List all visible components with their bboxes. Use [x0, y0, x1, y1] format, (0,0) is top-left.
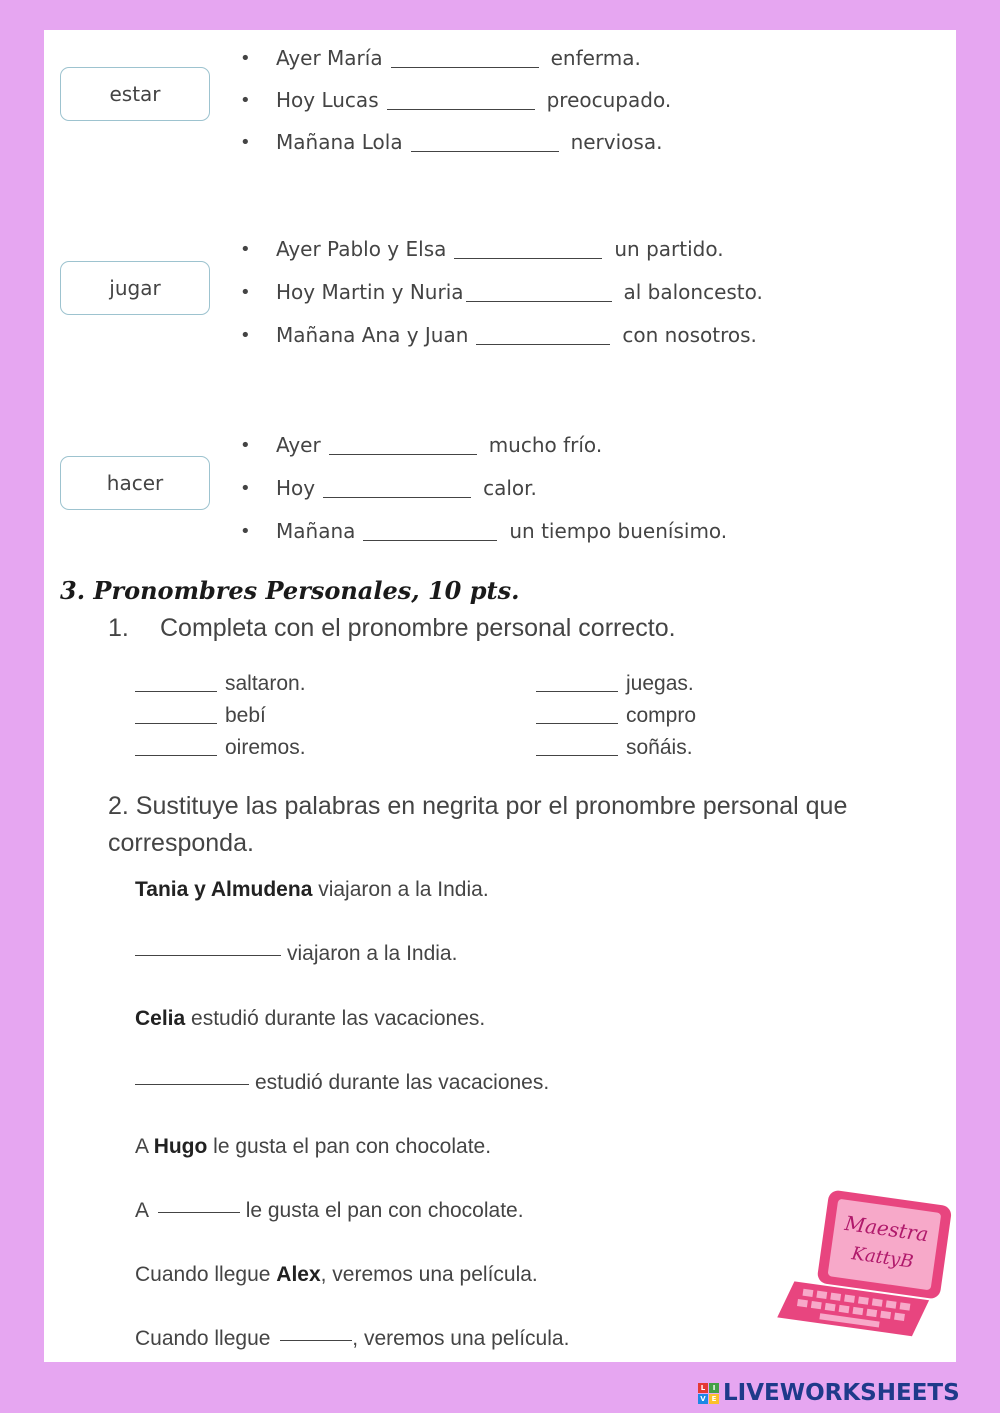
verb-form: bebí	[225, 704, 266, 727]
answer-blank[interactable]	[135, 954, 281, 956]
answer-blank[interactable]	[466, 283, 612, 302]
logo-text-line1: Maestra	[843, 1210, 930, 1247]
section-title: 3. Pronombres Personales, 10 pts.	[60, 576, 520, 605]
sentence-start: Hoy Martin y Nuria	[276, 280, 464, 304]
answer-blank[interactable]	[387, 91, 535, 110]
watermark-text: LIVEWORKSHEETS	[723, 1380, 960, 1406]
verb-form: soñáis.	[626, 736, 693, 759]
sentence-rest: estudió durante las vacaciones.	[185, 1007, 486, 1030]
answer-blank[interactable]	[323, 479, 471, 498]
liveworksheets-icon	[698, 1383, 719, 1404]
pronoun-item	[135, 696, 266, 728]
pronoun-item	[135, 664, 306, 696]
sentence-start: Ayer Pablo y Elsa	[276, 237, 447, 261]
bullet: •	[240, 238, 251, 260]
lw-icon-letter: I	[709, 1383, 719, 1393]
pronoun-item	[135, 728, 306, 760]
answer-blank[interactable]	[329, 436, 477, 455]
sentence-line	[240, 425, 602, 465]
lw-icon-letter: E	[709, 1394, 719, 1404]
bullet: •	[240, 47, 251, 69]
verb-box-hacer	[60, 456, 210, 510]
sentence-rest: viajaron a la India.	[287, 942, 458, 965]
sentence-rest: estudió durante las vacaciones.	[255, 1071, 550, 1094]
pronoun-item	[536, 728, 693, 760]
answer-blank[interactable]	[476, 326, 610, 345]
lw-icon-letter: L	[698, 1383, 708, 1393]
bold-words: Alex	[276, 1263, 321, 1286]
sentence-start: Cuando llegue	[135, 1327, 277, 1350]
bullet: •	[240, 281, 251, 303]
answer-blank[interactable]	[454, 240, 602, 259]
verb-label: hacer	[106, 471, 164, 495]
exercise-1-instruction	[108, 614, 676, 643]
sentence-end: un tiempo buenísimo.	[509, 519, 728, 543]
lw-icon-letter: V	[698, 1394, 708, 1404]
sentence-start: Hoy	[276, 476, 316, 500]
answer-blank[interactable]	[158, 1211, 240, 1213]
bullet: •	[240, 131, 251, 153]
bold-words: Celia	[135, 1007, 186, 1030]
sentence-end: nerviosa.	[570, 130, 663, 154]
sentence-start: Mañana	[276, 519, 356, 543]
bullet: •	[240, 520, 251, 542]
bullet: •	[240, 477, 251, 499]
sentence-line	[240, 80, 671, 120]
bullet: •	[240, 434, 251, 456]
original-sentence	[135, 1007, 485, 1031]
verb-label: estar	[109, 82, 161, 106]
sentence-line	[240, 272, 763, 312]
bullet: •	[240, 324, 251, 346]
worksheet-page	[44, 30, 956, 1362]
sentence-start: Cuando llegue	[135, 1263, 277, 1286]
bullet: •	[240, 89, 251, 111]
sentence-line	[240, 511, 727, 551]
answer-blank[interactable]	[135, 722, 217, 724]
sentence-start: Mañana Ana y Juan	[276, 323, 469, 347]
answer-blank[interactable]	[280, 1339, 352, 1341]
sentence-start: Ayer	[276, 433, 321, 457]
original-sentence	[135, 1263, 538, 1287]
sentence-rest: le gusta el pan con chocolate.	[207, 1135, 492, 1158]
rewrite-sentence	[135, 1199, 524, 1223]
rewrite-sentence	[135, 1071, 549, 1095]
sentence-end: mucho frío.	[488, 433, 603, 457]
verb-form: oiremos.	[225, 736, 306, 759]
sentence-end: con nosotros.	[622, 323, 757, 347]
pronoun-item	[536, 696, 696, 728]
sentence-end: al baloncesto.	[623, 280, 763, 304]
logo-text-line2: KattyB	[850, 1243, 915, 1273]
rewrite-sentence	[135, 1327, 569, 1351]
bold-words: Hugo	[153, 1135, 208, 1158]
original-sentence	[135, 1135, 491, 1159]
sentence-line	[240, 38, 641, 78]
answer-blank[interactable]	[135, 754, 217, 756]
sentence-end: un partido.	[614, 237, 724, 261]
sentence-line	[240, 468, 537, 508]
sentence-end: enferma.	[550, 46, 641, 70]
exercise-2-instruction: 2. Sustituye las palabras en negrita por el pronombre personal que corresponda.	[108, 792, 848, 857]
answer-blank[interactable]	[411, 133, 559, 152]
answer-blank[interactable]	[536, 722, 618, 724]
sentence-start: A	[135, 1199, 154, 1222]
verb-box-jugar	[60, 261, 210, 315]
original-sentence	[135, 878, 489, 902]
sentence-line	[240, 122, 662, 162]
pronoun-item	[536, 664, 694, 696]
sentence-rest: le gusta el pan con chocolate.	[245, 1199, 524, 1222]
rewrite-sentence	[135, 942, 457, 966]
bold-words: Tania y Almudena	[135, 878, 313, 901]
sentence-line	[240, 229, 724, 269]
answer-blank[interactable]	[135, 1083, 249, 1085]
sentence-line	[240, 315, 757, 355]
verb-box-estar	[60, 67, 210, 121]
answer-blank[interactable]	[135, 690, 217, 692]
answer-blank[interactable]	[536, 690, 618, 692]
sentence-end: preocupado.	[546, 88, 672, 112]
sentence-start: Ayer María	[276, 46, 383, 70]
verb-form: saltaron.	[225, 672, 306, 695]
laptop-logo	[758, 1180, 958, 1340]
answer-blank[interactable]	[363, 522, 497, 541]
sentence-rest: , veremos una película.	[352, 1327, 570, 1350]
liveworksheets-watermark[interactable]	[698, 1378, 960, 1408]
verb-form: juegas.	[626, 672, 694, 695]
verb-form: compro	[626, 704, 697, 727]
sentence-start: Mañana Lola	[276, 130, 403, 154]
instruction-text: Completa con el pronombre personal correcto.	[160, 614, 676, 642]
exercise-number: 1.	[108, 614, 129, 642]
verb-label: jugar	[109, 276, 161, 300]
sentence-rest: viajaron a la India.	[312, 878, 489, 901]
answer-blank[interactable]	[536, 754, 618, 756]
sentence-rest: , veremos una película.	[320, 1263, 538, 1286]
sentence-start: Hoy Lucas	[276, 88, 379, 112]
sentence-start: A	[135, 1135, 154, 1158]
answer-blank[interactable]	[391, 49, 539, 68]
sentence-end: calor.	[483, 476, 537, 500]
